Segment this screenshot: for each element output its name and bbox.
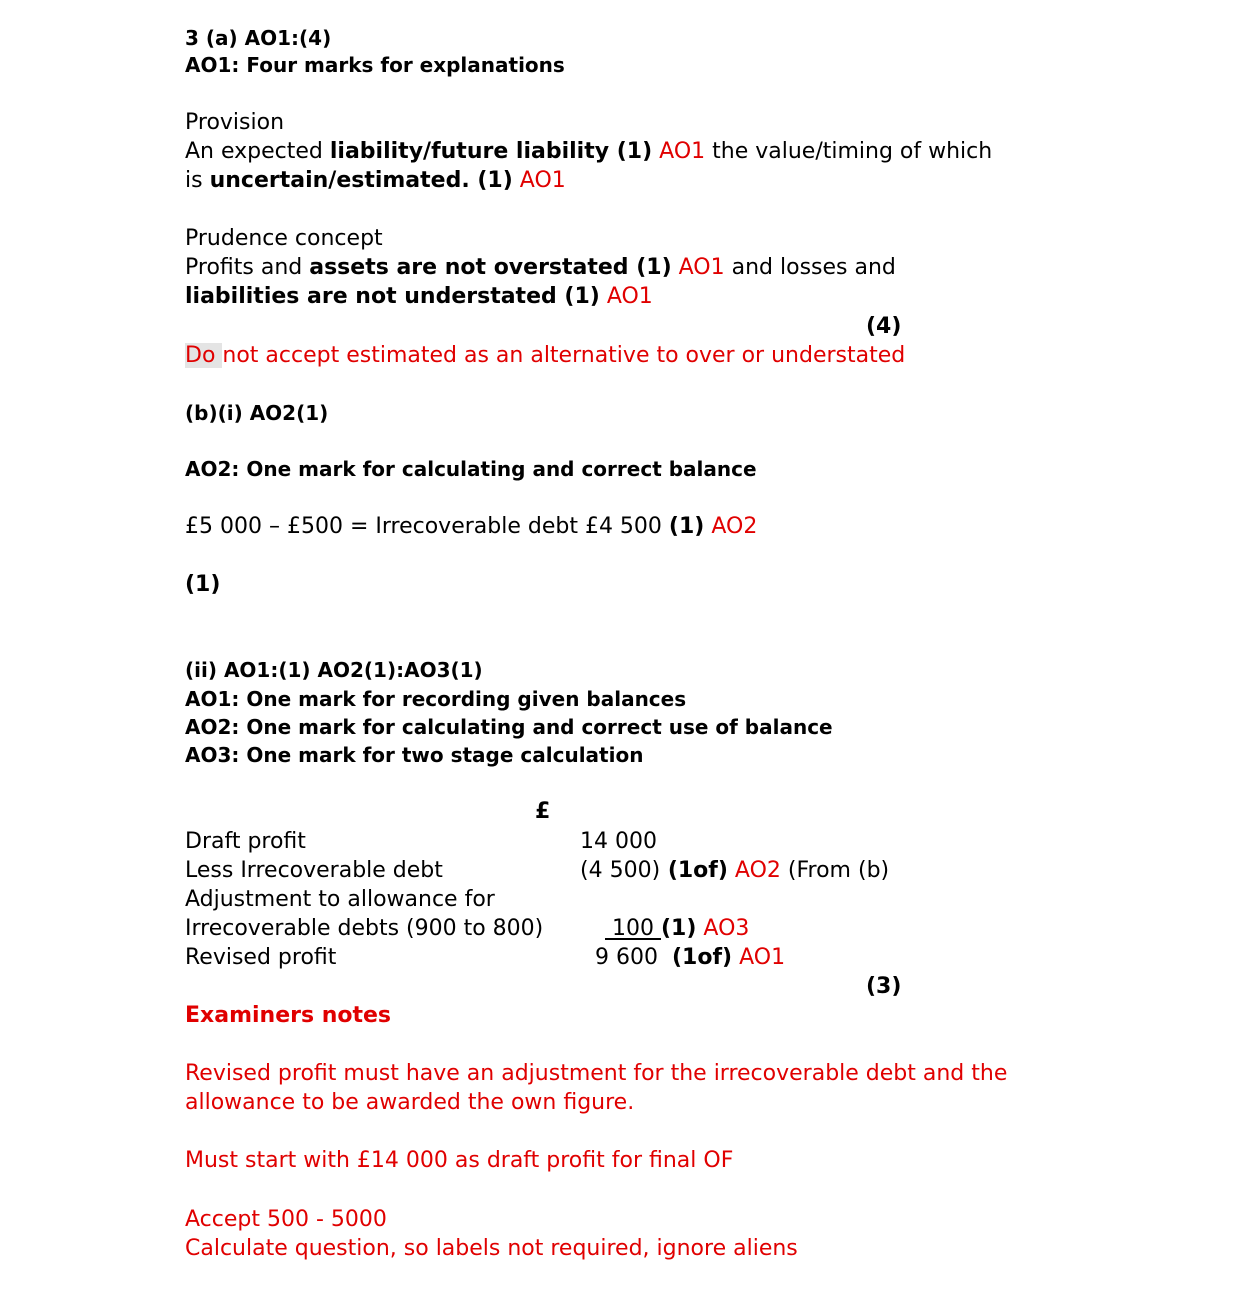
ao3-criteria-bii: AO3: One mark for two stage calculation xyxy=(185,743,644,767)
ao1-criteria-bii: AO1: One mark for recording given balances xyxy=(185,687,687,711)
text: (From (b) xyxy=(780,858,890,883)
row-label: Revised profit xyxy=(185,945,337,970)
ao-tag: AO2 xyxy=(704,514,758,539)
ao-tag: AO1 xyxy=(732,945,786,970)
section-bi-total: (1) xyxy=(185,572,221,597)
row-value: (4 500) xyxy=(580,858,661,883)
prudence-line-2 xyxy=(185,286,653,308)
key-term: liability/future liability xyxy=(329,139,610,164)
mark: (1) xyxy=(660,916,697,941)
examiners-note-3: Accept 500 - 5000 xyxy=(185,1207,387,1232)
mark: (1) xyxy=(628,255,672,280)
ao-tag: AO1 xyxy=(671,255,725,280)
row-label: Irrecoverable debts (900 to 800) xyxy=(185,916,544,941)
section-bii-heading: (ii) AO1:(1) AO2(1):AO3(1) xyxy=(185,658,483,682)
prudence-title: Prudence concept xyxy=(185,226,383,251)
ao-tag: AO1 xyxy=(652,139,706,164)
text: Profits and xyxy=(185,255,310,280)
row-value: 100 xyxy=(605,916,661,941)
question-heading: 3 (a) AO1:(4) xyxy=(185,26,332,50)
currency-header: £ xyxy=(535,799,551,824)
ao-tag: AO1 xyxy=(599,284,653,309)
mark: (1) xyxy=(609,139,653,164)
row-value-line xyxy=(580,860,889,882)
key-term: liabilities are not understated xyxy=(185,284,557,309)
text: and losses and xyxy=(724,255,896,280)
examiners-note-4: Calculate question, so labels not required, ignore aliens xyxy=(185,1236,798,1261)
row-value: 14 000 xyxy=(580,829,657,854)
mark: (1of) xyxy=(660,858,728,883)
highlighted-text: Do xyxy=(185,343,223,368)
ao-tag: AO3 xyxy=(696,916,750,941)
key-term: assets are not overstated xyxy=(309,255,629,280)
examiners-notes-title: Examiners notes xyxy=(185,1003,392,1028)
section-a-total: (4) xyxy=(866,314,902,339)
ao2-criteria: AO2: One mark for calculating and correct balance xyxy=(185,457,757,481)
mark: (1) xyxy=(668,514,705,539)
text: £5 000 – £500 = Irrecoverable debt £4 500 xyxy=(185,514,669,539)
ao2-criteria-bii: AO2: One mark for calculating and correct use of balance xyxy=(185,715,833,739)
row-value: 9 600 xyxy=(595,945,658,970)
row-label: Less Irrecoverable debt xyxy=(185,858,443,883)
prudence-line-1 xyxy=(185,257,896,279)
ao-tag: AO2 xyxy=(727,858,781,883)
text: An expected xyxy=(185,139,330,164)
provision-line-2 xyxy=(185,170,566,192)
mark: (1) xyxy=(469,168,513,193)
mark: (1of) xyxy=(671,945,733,970)
row-value-line xyxy=(595,947,785,969)
section-bii-total: (3) xyxy=(866,974,902,999)
section-a-note xyxy=(185,345,905,367)
provision-line-1 xyxy=(185,141,992,163)
provision-title: Provision xyxy=(185,110,285,135)
row-label: Adjustment to allowance for xyxy=(185,887,495,912)
examiners-note-1b: allowance to be awarded the own figure. xyxy=(185,1090,635,1115)
text: is xyxy=(185,168,210,193)
examiners-note-1a: Revised profit must have an adjustment for the irrecoverable debt and the xyxy=(185,1061,1008,1086)
section-bi-heading: (b)(i) AO2(1) xyxy=(185,401,329,425)
key-term: uncertain/estimated. xyxy=(209,168,470,193)
row-value-line xyxy=(605,918,749,940)
row-label: Draft profit xyxy=(185,829,306,854)
bi-calculation xyxy=(185,516,757,538)
ao-tag: AO1 xyxy=(512,168,566,193)
mark: (1) xyxy=(556,284,600,309)
text: the value/timing of which xyxy=(705,139,993,164)
text: not accept estimated as an alternative to over or understated xyxy=(222,343,906,368)
ao1-criteria: AO1: Four marks for explanations xyxy=(185,53,565,77)
examiners-note-2: Must start with £14 000 as draft profit for final OF xyxy=(185,1148,734,1173)
